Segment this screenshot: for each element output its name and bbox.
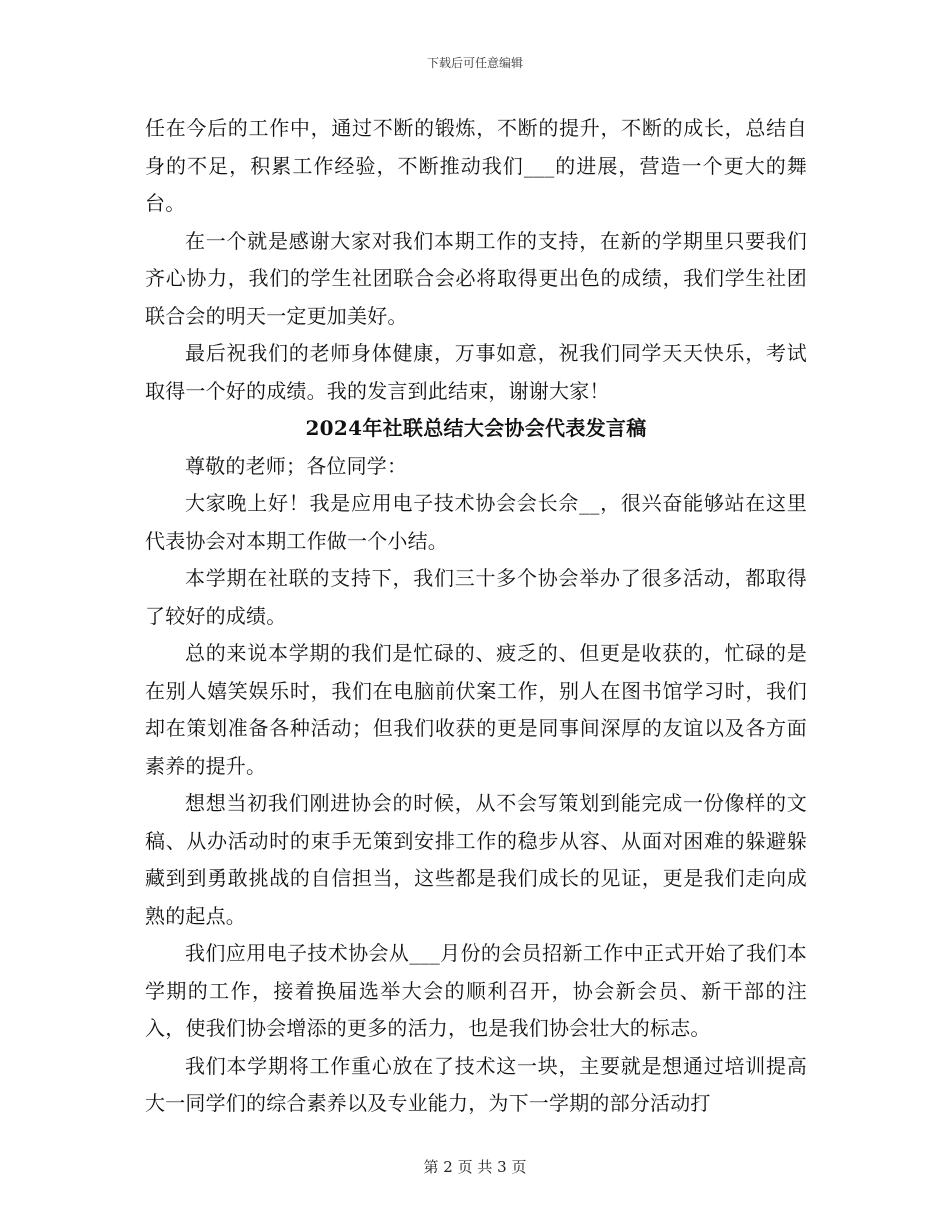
paragraph-salutation: 尊敬的老师；各位同学： (185, 453, 408, 478)
paragraph-closing: 最后祝我们的老师身体健康，万事如意，祝我们同学天天快乐，考试取得一个好的成绩。我的发言到此结束，谢谢大家！ (145, 341, 807, 403)
page-number: 第 2 页 共 3 页 (423, 1158, 527, 1176)
page-header: 下载后可任意编辑 (426, 56, 523, 70)
paragraph-technology: 我们本学期将工作重心放在了技术这一块，主要就是想通过培训提高大一同学们的综合素养以及专业能力，为下一学期的部分活动打 (145, 1053, 807, 1115)
paragraph-growth: 想想当初我们刚进协会的时候，从不会写策划到能完成一份像样的文稿、从办活动时的束手无策到安排工作的稳步从容、从面对困难的躲避躲藏到到勇敢挑战的自信担当，这些都是我们成长的见证，更是我们走向成熟的起点。 (145, 791, 807, 928)
paragraph-greeting: 大家晚上好！我是应用电子技术协会会长佘__，很兴奋能够站在这里代表协会对本期工作做一个小结。 (145, 491, 807, 553)
paragraph-recruitment: 我们应用电子技术协会从___月份的会员招新工作中正式开始了我们本学期的工作，接着换届选举大会的顺利召开，协会新会员、新干部的注入，使我们协会增添的更多的活力，也是我们协会壮大的标志。 (145, 941, 807, 1040)
paragraph-intro: 本学期在社联的支持下，我们三十多个协会举办了很多活动，都取得了较好的成绩。 (145, 566, 807, 628)
paragraph-thanks: 在一个就是感谢大家对我们本期工作的支持，在新的学期里只要我们齐心协力，我们的学生社团联合会必将取得更出色的成绩，我们学生社团联合会的明天一定更加美好。 (145, 228, 807, 328)
document-body (145, 110, 807, 1123)
paragraph-continuation: 任在今后的工作中，通过不断的锻炼，不断的提升，不断的成长，总结自身的不足，积累工作经验，不断推动我们___的进展，营造一个更大的舞台。 (145, 116, 807, 215)
paragraph-summary: 总的来说本学期的我们是忙碌的、疲乏的、但更是收获的，忙碌的是在别人嬉笑娱乐时，我们在电脑前伏案工作，别人在图书馆学习时，我们却在策划准备各种活动；但我们收获的更是同事间深厚的友谊以及各方面素养的提升。 (145, 641, 807, 778)
document-title: 2024年社联总结大会协会代表发言稿 (305, 416, 647, 440)
